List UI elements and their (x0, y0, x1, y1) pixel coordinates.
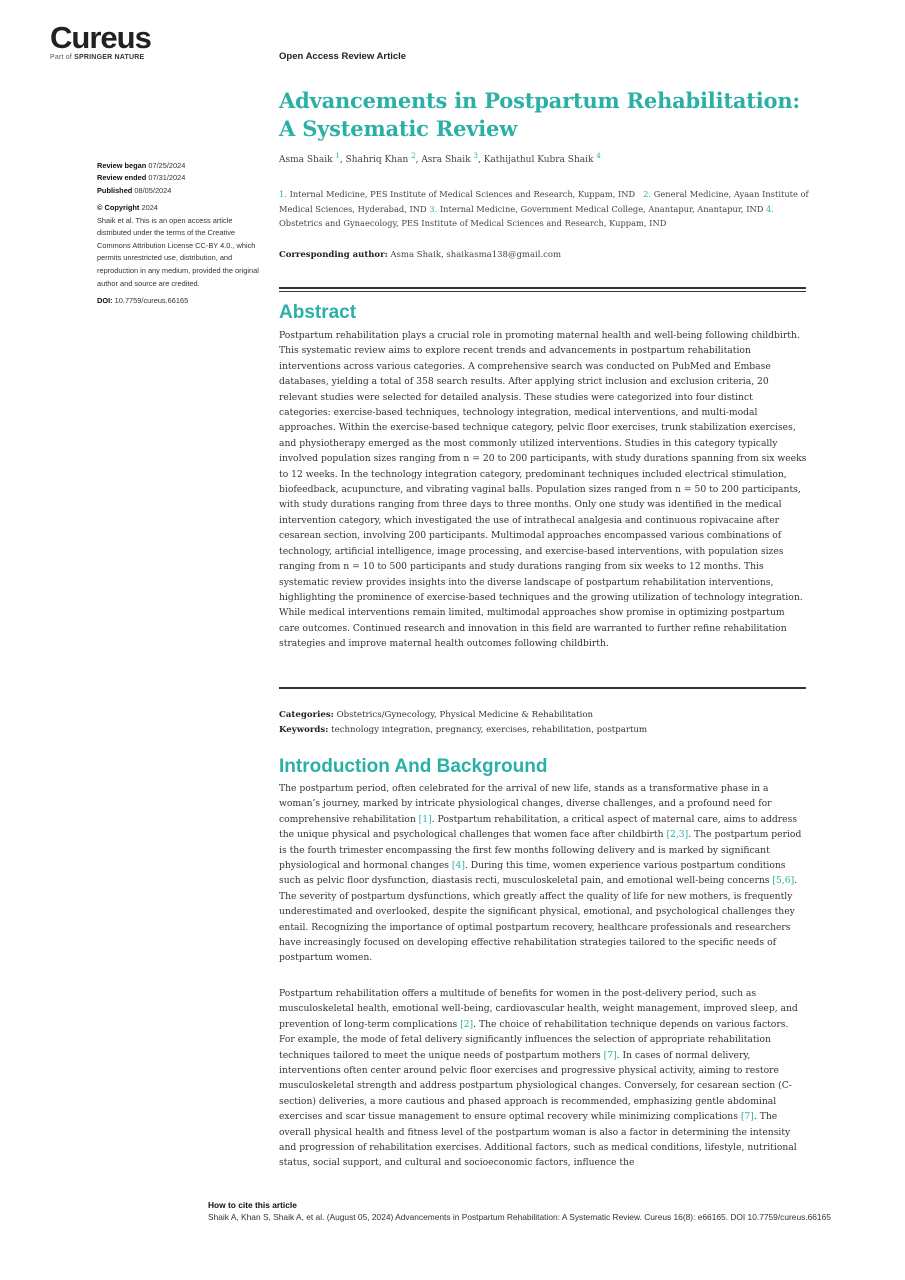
doi (97, 295, 262, 307)
paragraph-text: . In cases of normal delivery, interventions often center around pelvic floor exercises and progressive physical activity, aiming to restore musculoskeletal strength and address postpartum physiological changes. Conversely, for cesarean section (C-section) deliveries, a more cautious and phased approach is recommended, emphasizing gentle abdominal exercises and scar tissue management to ensure optimal recovery while minimizing complications (279, 1049, 792, 1123)
keywords (279, 723, 807, 738)
license-text: Shaik et al. This is an open access article distributed under the terms of the Creative Commons Attribution License CC-BY 4.0., which permits unrestricted use, distribution, and reproduction in any medium, provided the original author and source are credited. (97, 215, 259, 288)
categories (279, 708, 807, 723)
affiliation-number: 4. (766, 203, 774, 214)
published-label: Published (97, 185, 133, 195)
corresponding-value[interactable]: Asma Shaik, shaikasma138@gmail.com (390, 250, 562, 260)
categories-keywords (279, 708, 807, 737)
section-divider (279, 287, 806, 292)
corresponding-author (279, 250, 809, 260)
categories-label: Categories: (279, 710, 334, 720)
paragraph-text: . Postpartum rehabilitation, a critical aspect of maternal care, aims to address the unique physical and psychological challenges that women face after childbirth (279, 813, 798, 841)
how-to-cite (208, 1200, 868, 1224)
keywords-value: technology integration, pregnancy, exercises, rehabilitation, postpartum (331, 724, 648, 735)
copyright-label: © Copyright (97, 203, 140, 213)
categories-value: Obstetrics/Gynecology, Physical Medicine & Rehabilitation (336, 710, 594, 720)
paragraph-text: . During this time, women experience various postpartum conditions such as pelvic floor dysfunction, diastasis recti, musculoskeletal pain, and emotional well-being concerns (279, 860, 786, 887)
citation-link[interactable]: [7] (603, 1049, 617, 1061)
citation-link[interactable]: [5,6] (772, 875, 795, 887)
logo-text: Cureus (50, 20, 151, 55)
citation-link[interactable]: [4] (451, 860, 465, 872)
review-ended-date: 07/31/2024 (148, 173, 186, 183)
abstract-heading: Abstract (279, 302, 357, 323)
author-list: Asma Shaik $^1$, Shahriq Khan $^2$, Asra Shaik $^3$, Kathijathul Kubra Shaik $^4$ (279, 152, 601, 165)
keywords-label: Keywords: (279, 724, 329, 735)
doi-label: DOI: (97, 296, 113, 306)
author-affil-ref[interactable]: 2 (411, 152, 416, 160)
article-metadata (97, 160, 262, 308)
affiliation-text: Internal Medicine, PES Institute of Medical Sciences and Research, Kuppam, IND (289, 189, 636, 199)
paragraph-text: . The choice of rehabilitation technique depends on various factors. For example, the mode of fetal delivery significantly influences the selection of appropriate rehabilitation techniques tailored to meet the unique needs of postpartum mothers (279, 1018, 789, 1061)
logo-sub-brand: SPRINGER NATURE (74, 54, 145, 61)
author-affil-ref[interactable]: 1 (335, 152, 340, 160)
affiliation-number: 1. (279, 189, 287, 199)
published-date: 08/05/2024 (134, 185, 172, 195)
published (97, 185, 262, 197)
paragraph-text: Postpartum rehabilitation offers a multitude of benefits for women in the post-delivery period, such as musculoskeletal health, emotional well-being, cardiovascular health, weight management, improved sleep, and prevention of long-term complications (279, 988, 798, 1030)
cureus-logo[interactable] (50, 22, 151, 61)
affiliation-number: 2. (643, 189, 652, 199)
paragraph-text: . The overall physical health and fitness level of the postpartum woman is also a factor in determining the intensity and progression of rehabilitation exercises. Additional factors, such as medical conditions, lifestyle, nutritional status, social support, and cultural and socioeconomic factors, influence the (279, 1111, 797, 1169)
citation-link[interactable]: [7] (740, 1111, 754, 1123)
corresponding-label: Corresponding author: (279, 250, 388, 260)
author-name[interactable]: Shahriq Khan (345, 155, 409, 165)
review-began-date: 07/25/2024 (148, 161, 186, 170)
article-type: Open Access Review Article (279, 51, 407, 62)
review-ended (97, 172, 262, 184)
author-name[interactable]: Asra Shaik (421, 155, 471, 165)
review-began (97, 160, 262, 172)
paragraph-text: . The postpartum period is the fourth trimester encompassing the first few months following delivery and is marked by significant physiological and hormonal changes (279, 829, 802, 872)
copyright-year: 2024 (141, 203, 158, 213)
logo-subtitle (50, 54, 151, 61)
abstract-text: Postpartum rehabilitation plays a crucial role in promoting maternal health and well-being following childbirth. This systematic review aims to explore recent trends and advancements in postpartum rehabilitation interventions across various categories. A comprehensive search was conducted on PubMed and Embase databases, yielding a total of 358 search results. After applying strict inclusion and exclusion criteria, 20 relevant studies were selected for detailed analysis. These studies were categorized into four distinct categories: exercise-based techniques, technology integration, medical interventions, and multi-modal approaches. Within the exercise-based technique category, pelvic floor exercises, trunk stabilization exercises, and physiotherapy emerged as the most commonly utilized interventions. Studies in this category typically involved population sizes ranging from n = 20 to 200 participants, with study durations spanning from six weeks to 12 weeks. In the technology integration category, predominant techniques included electrical stimulation, biofeedback, acupuncture, and vibrating vaginal balls. Population sizes ranged from n = 50 to 200 participants, with study durations ranging from three days to three months. Only one study was identified in the medical intervention category, which investigated the use of intrathecal analgesia and continuous ropivacaine after cesarean section, involving 200 participants. Multimodal approaches encompassed various combinations of technology, artificial intelligence, image processing, and exercise-based interventions, with population sizes ranging from n = 10 to 500 participants and study durations ranging from six weeks to 12 months. This systematic review provides insights into the diverse landscape of postpartum rehabilitation interventions, highlighting the prominence of exercise-based techniques and the growing utilization of technology integration. While medical interventions remain limited, multimodal approaches show promise in optimizing postpartum care outcomes. Continued research and innovation in this field are warranted to further refine rehabilitation strategies and improve maternal health outcomes following childbirth. (279, 330, 807, 650)
how-to-cite-text: Shaik A, Khan S, Shaik A, et al. (August 05, 2024) Advancements in Postpartum Rehabilitation: A Systematic Review. Cureus 16(8): e66165. DOI 10.7759/cureus.66165 (208, 1211, 831, 1222)
author-affil-ref[interactable]: 3 (473, 152, 478, 160)
affiliation-text: Obstetrics and Gynaecology, PES Institute of Medical Sciences and Research, Kuppam, IND (279, 218, 667, 228)
review-ended-label: Review ended (97, 173, 147, 183)
intro-paragraph-1 (279, 781, 807, 966)
affiliation-list (279, 187, 809, 231)
article-title: Advancements in Postpartum Rehabilitation: A Systematic Review (279, 88, 800, 141)
affiliation-number: 3. (429, 203, 438, 214)
citation-link[interactable]: [2] (460, 1018, 474, 1030)
author-name[interactable]: Kathijathul Kubra Shaik (483, 155, 594, 165)
author-affil-ref[interactable]: 4 (596, 152, 601, 160)
affiliation-text: Internal Medicine, Government Medical College, Anantapur, Anantapur, IND (439, 203, 764, 214)
section-divider (279, 687, 806, 689)
copyright (97, 202, 262, 214)
paragraph-text: . The severity of postpartum dysfunctions, which greatly affect the quality of life for new mothers, is frequently underestimated and overlooked, despite the significant physical, emotional, and psychological challenges they entail. Recognizing the importance of optimal postpartum recovery, healthcare professionals and researchers have increasingly focused on developing effective rehabilitation strategies tailored to the specific needs of postpartum women. (279, 875, 798, 964)
intro-heading: Introduction And Background (279, 756, 548, 777)
logo-sub-prefix: Part of (50, 54, 75, 61)
citation-link[interactable]: [2,3] (666, 829, 689, 841)
paragraph-text: The postpartum period, often celebrated for the arrival of new life, stands as a transformative phase in a woman’s journey, marked by intricate physiological changes, diverse challenges, and a profound need for comprehensive rehabilitation (279, 783, 772, 825)
citation-link[interactable]: [1] (418, 813, 432, 825)
affiliation-text: General Medicine, Ayaan Institute of Medical Sciences, Hyderabad, IND (279, 189, 809, 214)
author-name[interactable]: Asma Shaik (279, 155, 333, 165)
review-began-label: Review began (97, 161, 147, 170)
how-to-cite-label: How to cite this article (208, 1200, 297, 1210)
doi-value[interactable]: 10.7759/cureus.66165 (114, 296, 189, 306)
intro-paragraph-2 (279, 986, 807, 1171)
